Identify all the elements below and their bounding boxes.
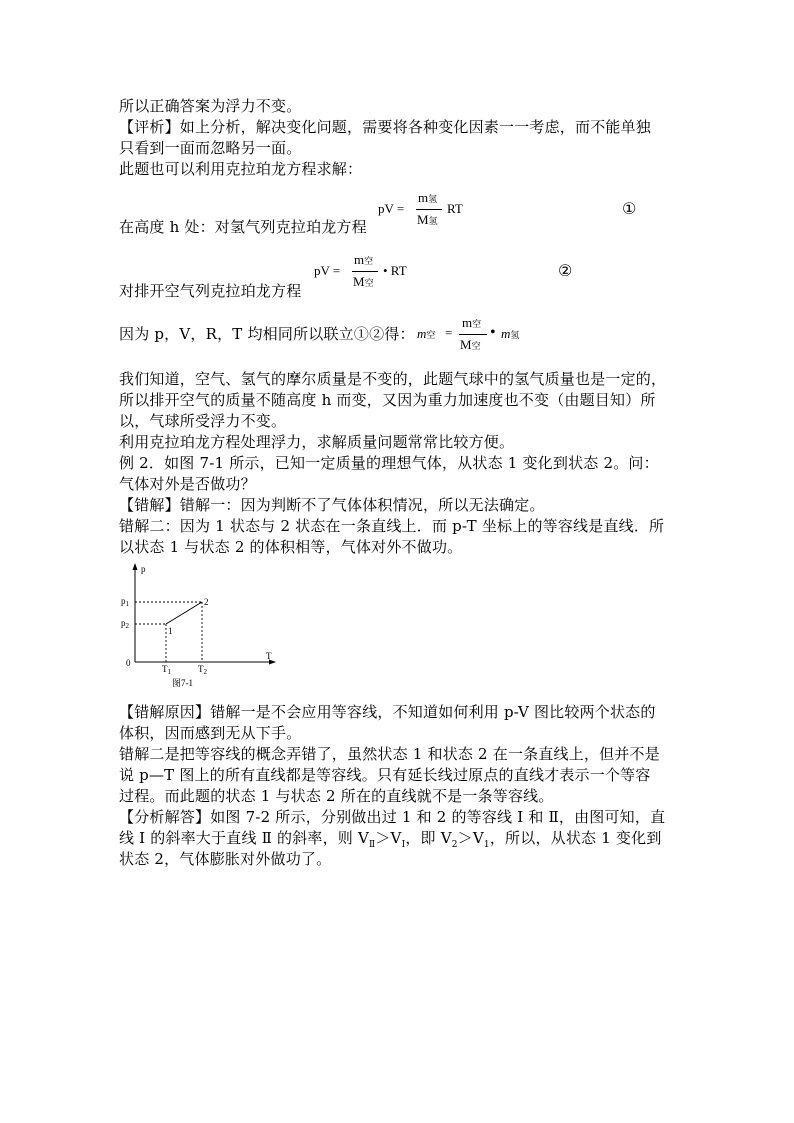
text-line: 【错解】错解一：因为判断不了气体体积情况，所以无法确定。 [119,496,545,514]
text-line: 错解二：因为 1 状态与 2 状态在一条直线上．而 p-T 坐标上的等容线是直线．所 [119,517,665,535]
axis-x-label: T [266,651,272,661]
t2-label: $T_2$ [198,664,207,676]
text-line: 状态 2，气体膨胀对外做功了。 [119,850,332,868]
figure-7-1 [115,560,285,690]
text-line: 【分析解答】如图 7-2 所示，分别做出过 1 和 2 的等容线 Ⅰ 和 Ⅱ，由图可知，直 [119,808,666,826]
p1-label: $p_1$ [121,596,129,608]
text-line: 【评析】如上分析，解决变化问题，需要将各种变化因素一一考虑，而不能单独 [119,118,652,136]
text-line: 利用克拉珀龙方程处理浮力，求解质量问题常常比较方便。 [119,433,515,451]
text-line: 以，气球所受浮力不变。 [119,412,287,430]
text-line: 在高度 h 处：对氢气列克拉珀龙方程 [119,218,367,236]
axis-y-label: p [141,564,146,574]
process-line [166,602,202,624]
point-2-label: 2 [204,597,209,607]
text-line: 对排开空气列克拉珀龙方程 [119,282,302,300]
text-line: 只看到一面而忽略另一面。 [119,139,302,157]
text-line: 所以正确答案为浮力不变。 [119,97,302,115]
text-line: 以状态 1 与状态 2 的体积相等，气体对外不做功。 [119,538,463,556]
text-line: 我们知道，空气、氢气的摩尔质量是不变的，此题气球中的氢气质量也是一定的， [119,370,667,388]
text-line: 例 2．如图 7-1 所示，已知一定质量的理想气体，从状态 1 变化到状态 2。问： [119,454,659,472]
p2-label: $p_2$ [121,618,129,630]
text-line: 气体对外是否做功？ [119,475,256,493]
origin-label: 0 [126,658,131,668]
text-line: 因为 p，V，R，T 均相同所以联立①②得： [119,325,415,343]
text-line: 体积，因而感到无从下手。 [119,724,302,742]
text-line: 所以排开空气的质量不随高度 h 而变，又因为重力加速度也不变（由题目知）所 [119,391,656,409]
point-1-label: 1 [168,626,173,636]
text-line: 说 p—T 图上的所有直线都是等容线。只有延长线过原点的直线才表示一个等容 [119,766,651,784]
text-line: 【错解原因】错解一是不会应用等容线，不知道如何利用 p-V 图比较两个状态的 [119,703,656,721]
text-line: 此题也可以利用克拉珀龙方程求解： [119,160,363,178]
figure-caption: 图7-1 [172,678,193,688]
t1-label: $T_1$ [162,664,171,676]
y-axis-arrow-icon [133,563,138,570]
text-line: 线 Ⅰ 的斜率大于直线 Ⅱ 的斜率，则 $V_Ⅱ>V_Ⅰ$，即 $V_2>V_1$，所以，从状态 1 变化到 [119,829,662,850]
text-line: 错解二是把等容线的概念弄错了，虽然状态 1 和状态 2 在一条直线上，但并不是 [119,745,660,763]
text-line: 过程。而此题的状态 1 与状态 2 所在的直线就不是一条等容线。 [119,787,554,805]
